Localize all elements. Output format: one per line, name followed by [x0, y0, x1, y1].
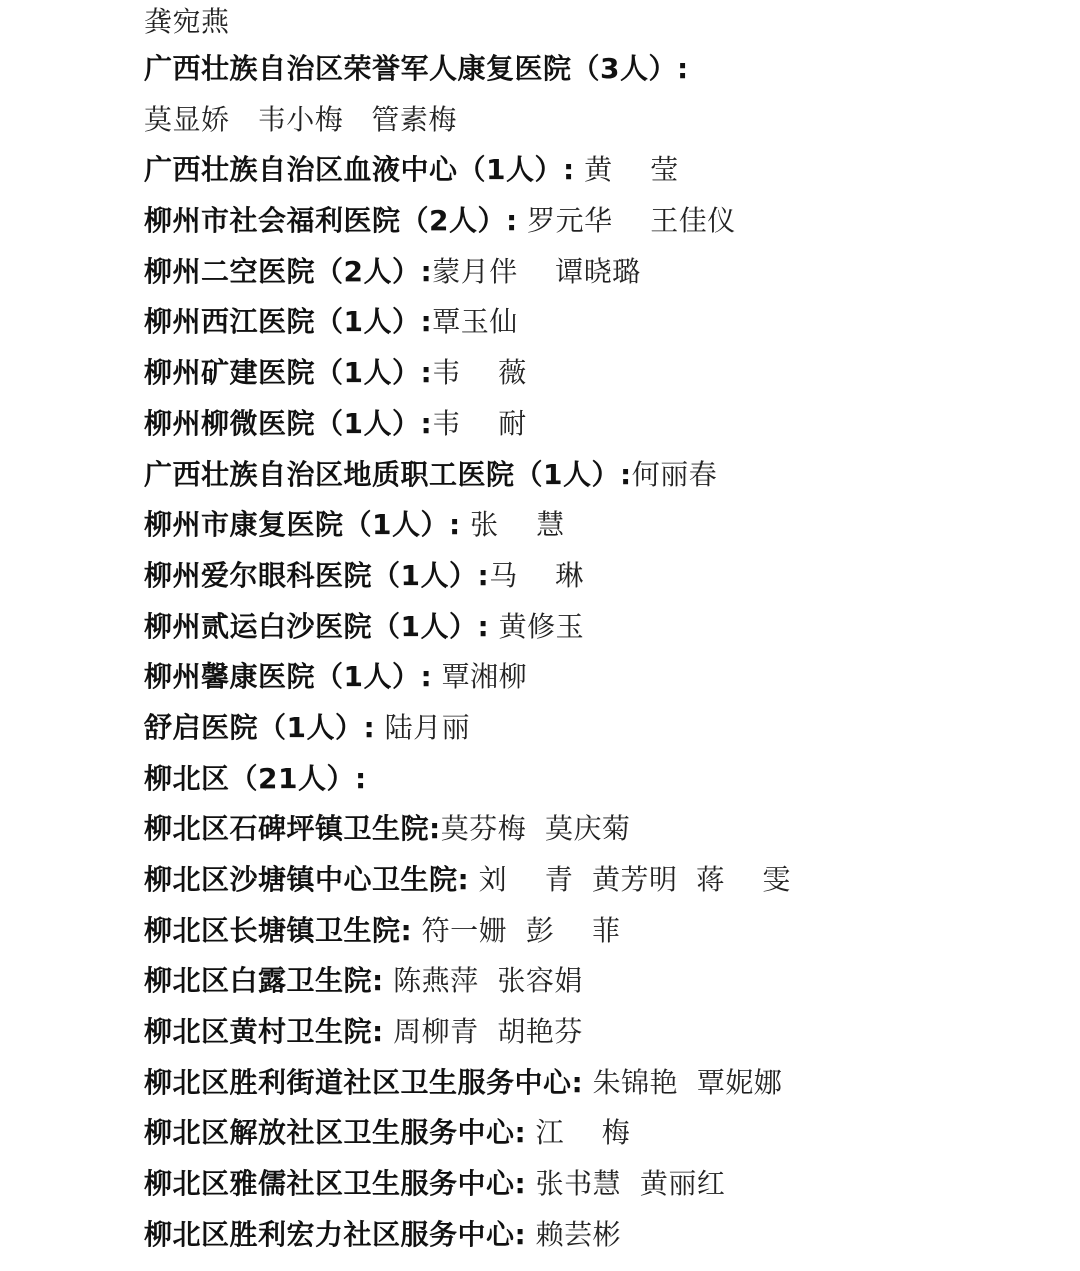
list-line	[144, 1210, 1064, 1261]
list-line	[144, 703, 1064, 754]
organization-label: 柳州柳微医院（1人）:	[144, 406, 433, 440]
list-line	[144, 450, 1064, 501]
organization-label: 柳北区（21人）:	[144, 761, 367, 795]
organization-label: 柳州馨康医院（1人）:	[144, 660, 433, 694]
person-names: 符一姗 彭 菲	[412, 913, 621, 947]
list-line	[144, 348, 1064, 399]
organization-label: 柳州市社会福利医院（2人）:	[144, 204, 518, 238]
organization-label: 广西壮族自治区荣誉军人康复医院（3人）:	[144, 52, 689, 85]
list-line	[144, 44, 1064, 95]
organization-label: 柳北区解放社区卫生服务中心:	[144, 1116, 527, 1150]
organization-label: 柳州贰运白沙医院（1人）:	[144, 609, 490, 643]
list-line	[144, 297, 1064, 348]
list-line	[144, 906, 1064, 957]
organization-label: 柳北区白露卫生院:	[144, 964, 384, 998]
person-names: 陈燕萍 张容娟	[383, 964, 583, 998]
person-names: 赖芸彬	[526, 1217, 622, 1251]
person-names: 韦 薇	[432, 356, 527, 390]
person-names: 覃玉仙	[432, 305, 518, 339]
organization-label: 柳州二空医院（2人）:	[144, 254, 433, 288]
list-line	[144, 0, 1064, 44]
award-list-document	[144, 0, 1064, 1261]
organization-label: 柳州矿建医院（1人）:	[144, 356, 433, 390]
organization-label: 柳州西江医院（1人）:	[144, 305, 433, 339]
list-line	[144, 855, 1064, 906]
person-names: 江 梅	[526, 1116, 631, 1150]
list-line	[144, 1007, 1064, 1058]
person-names: 马 琳	[489, 558, 584, 592]
list-line	[144, 500, 1064, 551]
list-line	[144, 247, 1064, 298]
person-names: 周柳青 胡艳芬	[383, 1015, 583, 1049]
person-names: 黄修玉	[489, 609, 585, 643]
person-names: 韦 耐	[432, 406, 527, 440]
list-line	[144, 652, 1064, 703]
list-line	[144, 1108, 1064, 1159]
person-names: 罗元华 王佳仪	[517, 204, 736, 238]
list-line	[144, 551, 1064, 602]
person-names: 黄 莹	[574, 153, 679, 187]
list-line	[144, 399, 1064, 450]
list-line	[144, 804, 1064, 855]
organization-label: 柳北区石碑坪镇卫生院:	[144, 812, 441, 846]
list-line	[144, 1058, 1064, 1109]
person-names: 莫芬梅 莫庆菊	[440, 812, 631, 846]
list-line	[144, 754, 1064, 805]
person-names: 朱锦艳 覃妮娜	[583, 1065, 783, 1099]
organization-label: 柳北区胜利街道社区卫生服务中心:	[144, 1065, 584, 1099]
person-names: 张书慧 黄丽红	[526, 1167, 726, 1201]
list-line	[144, 145, 1064, 196]
list-line	[144, 956, 1064, 1007]
list-line	[144, 196, 1064, 247]
person-names: 莫显娇 韦小梅 管素梅	[144, 102, 457, 136]
person-names: 龚宛燕	[144, 5, 230, 38]
person-names: 蒙月伴 谭晓璐	[432, 254, 641, 288]
organization-label: 柳北区胜利宏力社区服务中心:	[144, 1217, 527, 1251]
organization-label: 柳州爱尔眼科医院（1人）:	[144, 558, 490, 592]
organization-label: 广西壮族自治区地质职工医院（1人）:	[144, 457, 632, 491]
organization-label: 柳北区长塘镇卫生院:	[144, 913, 413, 947]
person-names: 何丽春	[631, 457, 718, 491]
organization-label: 柳北区沙塘镇中心卫生院:	[144, 863, 470, 896]
list-line	[144, 602, 1064, 653]
organization-label: 舒启医院（1人）:	[144, 710, 376, 744]
organization-label: 柳北区雅儒社区卫生服务中心:	[144, 1167, 527, 1201]
organization-label: 柳北区黄村卫生院:	[144, 1015, 384, 1049]
person-names: 覃湘柳	[432, 660, 528, 694]
person-names: 陆月丽	[375, 710, 471, 744]
organization-label: 柳州市康复医院（1人）:	[144, 508, 461, 542]
list-line	[144, 1159, 1064, 1210]
organization-label: 广西壮族自治区血液中心（1人）:	[144, 153, 575, 187]
person-names: 张 慧	[460, 508, 565, 542]
person-names: 刘 青 黄芳明 蒋 雯	[469, 863, 791, 896]
list-line	[144, 95, 1064, 146]
